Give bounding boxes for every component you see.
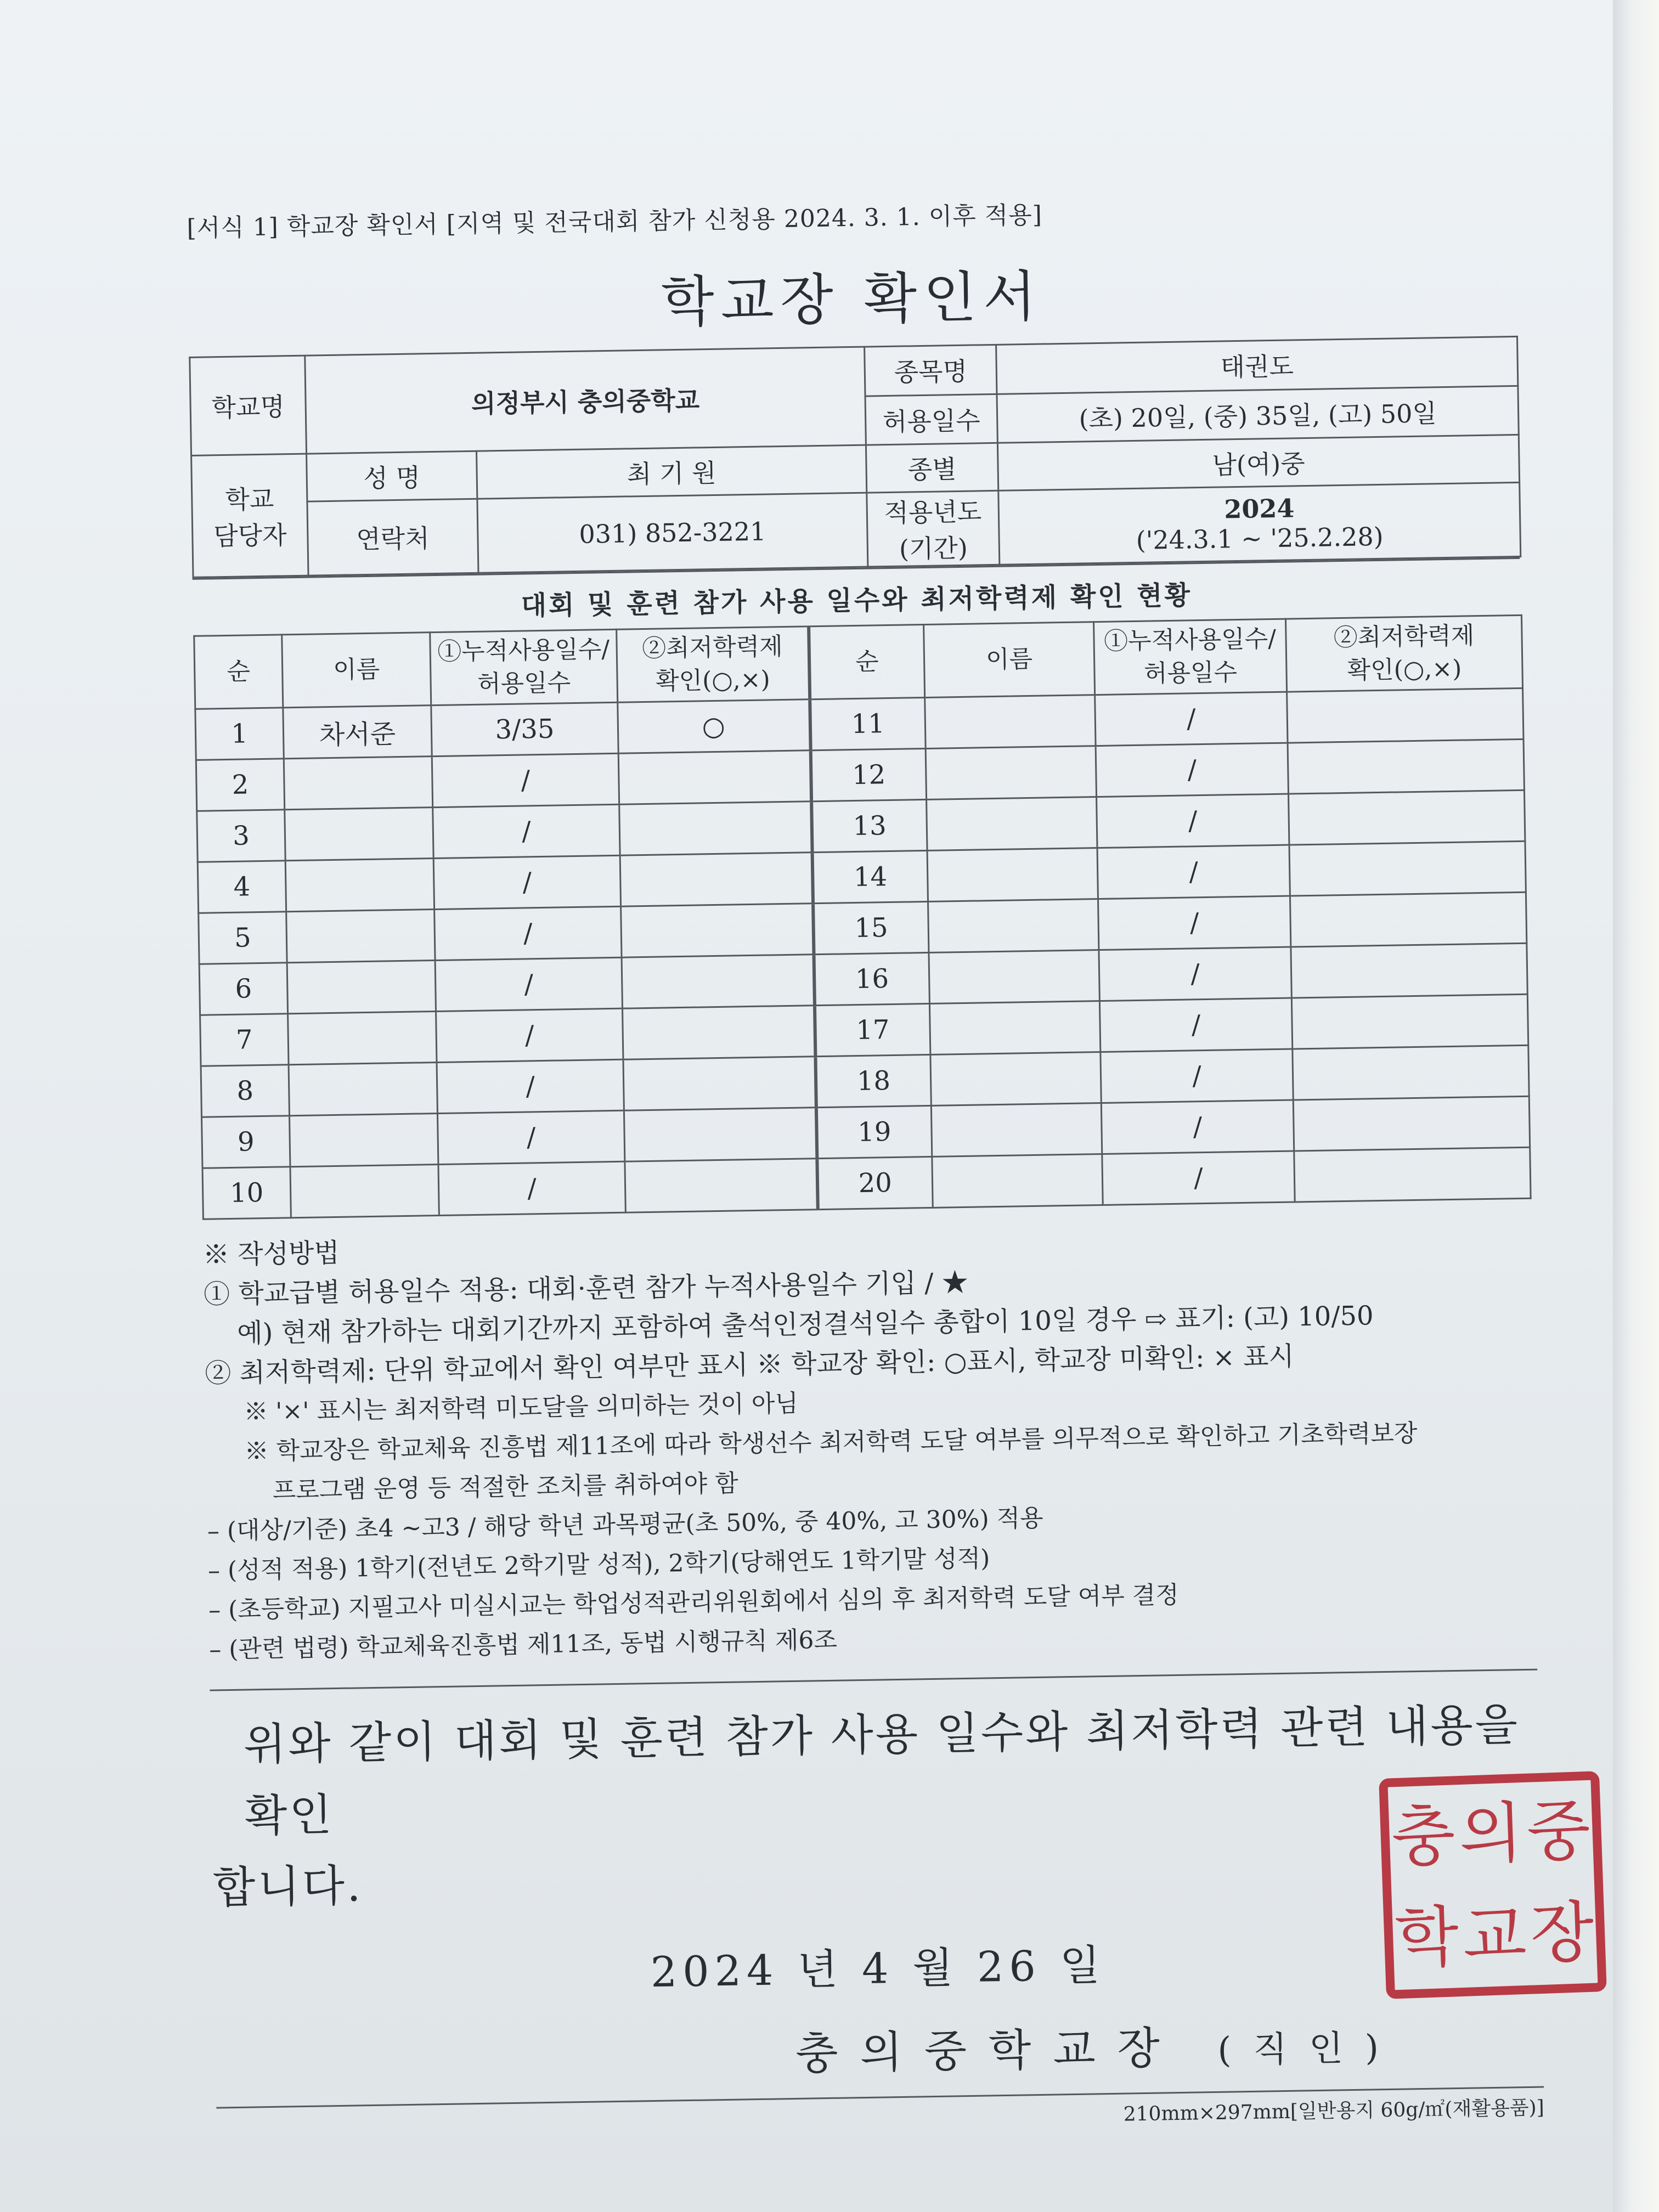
gender-value: 남(여)중 [997, 435, 1519, 490]
row-no: 2 [196, 759, 284, 811]
paper-spec: 210mm×297mm[일반용지 60g/㎡(재활용품)] [216, 2086, 1544, 2141]
row-no: 1 [195, 708, 284, 760]
allowed-days-value: (초) 20일, (중) 35일, (고) 50일 [997, 386, 1519, 443]
col-name-right: 이름 [924, 622, 1095, 698]
seal-char: 의 [1458, 1795, 1525, 1874]
row-no: 9 [202, 1116, 290, 1169]
row-name [286, 910, 435, 963]
row-days: / [433, 855, 620, 909]
row-check [623, 1057, 816, 1110]
school-info-table [189, 336, 1521, 578]
col-check-line2: 확인(○,×) [655, 665, 771, 696]
row-name [288, 1012, 437, 1065]
row-days: / [1098, 896, 1290, 950]
principal-title: 충의중학교장 [795, 2022, 1182, 2079]
row-no: 18 [815, 1054, 931, 1107]
year-label-line2: (기간) [899, 533, 968, 564]
row-no: 5 [199, 912, 287, 964]
row-check [621, 904, 814, 957]
row-check [1287, 688, 1523, 743]
detail-grades: – (성적 적용) 1학기(전년도 2학기말 성적), 2학기(당해연도 1학기말 성적) [207, 1544, 990, 1585]
name-label: 성 명 [307, 451, 477, 501]
row-days: / [1099, 998, 1292, 1052]
detail-law: – (관련 법령) 학교체육진흥법 제11조, 동법 시행규칙 제6조 [208, 1626, 838, 1664]
detail-elementary: – (초등학교) 지필고사 미실시교는 학업성적관리위원회에서 심의 후 최저학력 도달 여부 결정 [208, 1581, 1180, 1624]
row-check [620, 853, 812, 906]
col-days-right-line1: ①누적사용일수/ [1103, 624, 1277, 656]
row-days: / [1099, 947, 1291, 1001]
row-check [622, 955, 814, 1008]
row-no: 13 [811, 799, 927, 852]
row-check [619, 802, 812, 855]
seal-char: 교 [1461, 1896, 1528, 1975]
row-name [289, 1114, 438, 1167]
row-check [1291, 994, 1528, 1049]
year-value: 2024 [1223, 493, 1295, 524]
name-value: 최 기 원 [477, 445, 867, 499]
col-check [617, 627, 810, 702]
row-name [287, 961, 436, 1014]
row-no: 12 [810, 748, 926, 801]
row-check [1289, 790, 1525, 845]
instructions-heading: ※ 작성방법 [202, 1237, 340, 1271]
row-no: 10 [202, 1167, 291, 1220]
row-name [285, 859, 434, 912]
col-check-right-line2: 확인(○,×) [1347, 654, 1462, 685]
row-days: / [435, 957, 622, 1011]
row-no: 19 [816, 1105, 932, 1158]
row-days: / [1095, 692, 1288, 746]
row-check [625, 1159, 817, 1212]
row-name [290, 1165, 439, 1218]
row-check [1293, 1045, 1529, 1100]
row-no: 20 [817, 1156, 933, 1209]
row-days: / [1102, 1151, 1295, 1205]
phone-value: 031) 852-3221 [477, 493, 868, 573]
phone-label: 연락처 [307, 499, 478, 575]
row-no: 8 [201, 1065, 289, 1118]
row-check [1288, 739, 1524, 794]
col-check-right [1285, 615, 1522, 692]
row-name [926, 746, 1096, 800]
row-days: / [1096, 743, 1288, 797]
issue-date: 2024 년 4 월 26 일 [650, 1940, 1106, 1997]
school-label: 학교명 [190, 356, 307, 455]
row-days: / [437, 1110, 624, 1164]
contact-label-line1: 학교 [224, 484, 274, 515]
col-days-line1: ①누적사용일수/ [437, 635, 610, 666]
row-check [623, 1006, 815, 1059]
row-no: 4 [198, 861, 286, 913]
row-days: / [437, 1059, 624, 1113]
period-value: ('24.3.1 ~ '25.2.28) [1136, 521, 1384, 555]
row-days: / [1101, 1049, 1293, 1103]
col-days [430, 629, 618, 705]
row-days: 3/35 [431, 702, 618, 756]
year-label-line1: 적용년도 [884, 496, 982, 528]
row-no: 16 [814, 952, 929, 1005]
paper-edge [1613, 0, 1659, 2212]
col-days-right [1094, 619, 1287, 695]
event-value: 태권도 [996, 336, 1518, 393]
col-days-line2: 허용일수 [477, 669, 571, 698]
confirmation-form [187, 188, 1544, 2141]
school-name: 의정부시 충의중학교 [305, 347, 866, 454]
seal-char: 충 [1390, 1797, 1457, 1876]
detail-target: – (대상/기준) 초4 ~고3 / 해당 학년 과목평균(초 50%, 중 40%, 고 30%) 적용 [207, 1504, 1044, 1545]
allowed-days-label: 허용일수 [865, 394, 997, 445]
row-check [618, 751, 811, 804]
roster-title: 대회 및 훈련 참가 사용 일수와 최저학력제 확인 현황 [193, 557, 1521, 635]
row-name [931, 1103, 1102, 1157]
contact-person-label [191, 454, 308, 577]
row-check [1293, 1096, 1530, 1151]
year-label [867, 490, 1000, 567]
seal-char: 학 [1393, 1898, 1460, 1977]
instruction-2-note-2: ※ 학교장은 학교체육 진흥법 제11조에 따라 학생선수 최저학력 도달 여부를 의무적으로 확인하고 기초학력보장 [244, 1419, 1418, 1466]
document-title: 학교장 확인서 [661, 264, 1043, 335]
row-name [930, 1052, 1101, 1106]
row-days: / [436, 1008, 623, 1062]
row-no: 15 [813, 901, 929, 954]
row-no: 14 [812, 850, 928, 903]
row-check [1289, 841, 1526, 896]
row-name [927, 797, 1097, 851]
gender-label: 종별 [866, 443, 998, 493]
col-check-line1: ②최저학력제 [641, 633, 783, 663]
row-no: 6 [199, 963, 287, 1015]
row-no: 17 [814, 1003, 930, 1056]
row-days: / [1097, 794, 1289, 848]
row-days: / [1097, 845, 1290, 899]
row-days: / [435, 906, 622, 960]
instructions [202, 1215, 1537, 1670]
instruction-1: ① 학교급별 허용일수 적용: 대회·훈련 참가 누적사용일수 기입 / ★ [203, 1267, 969, 1310]
row-days: / [438, 1161, 625, 1215]
row-check: ○ [618, 699, 810, 753]
year-value-cell [998, 482, 1521, 565]
row-name [927, 848, 1098, 902]
instruction-2: ② 최저학력제: 단위 학교에서 확인 여부만 표시 ※ 학교장 확인: ○표시, 학교장 미확인: × 표시 [204, 1341, 1295, 1389]
row-name [928, 899, 1099, 953]
confirmation-line-2: 합니다. [212, 1860, 364, 1914]
roster-table [193, 614, 1531, 1220]
col-no-right: 순 [809, 624, 925, 699]
row-check [624, 1108, 816, 1161]
row-no: 11 [810, 697, 926, 750]
confirmation-statement [210, 1689, 1541, 1924]
row-name [925, 695, 1096, 749]
row-name: 차서준 [283, 706, 432, 759]
seal-char: 중 [1525, 1792, 1592, 1871]
row-name [929, 950, 1099, 1004]
instruction-2-note-2-cont: 프로그램 운영 등 적절한 조치를 취하여야 함 [272, 1469, 739, 1505]
contact-label-line2: 담당자 [213, 520, 287, 551]
col-days-right-line2: 허용일수 [1143, 658, 1238, 688]
divider [210, 1669, 1537, 1691]
row-name [284, 757, 432, 810]
col-name: 이름 [282, 633, 431, 708]
row-days: / [433, 804, 620, 858]
row-name [285, 808, 433, 861]
confirmation-line-1: 위와 같이 대회 및 훈련 참가 사용 일수와 최저학력 관련 내용을 확인 [243, 1699, 1520, 1842]
principal-signature [215, 2007, 1544, 2091]
row-check [1294, 1147, 1531, 1202]
seal-char: 장 [1529, 1894, 1595, 1973]
row-name [932, 1154, 1103, 1208]
form-caption: [서식 1] 학교장 확인서 [지역 및 전국대회 참가 신청용 2024. 3. 1. 이후 적용] [187, 201, 1043, 242]
row-check [1290, 892, 1526, 947]
event-label: 종목명 [865, 345, 997, 396]
instruction-2-note-1: ※ '×' 표시는 최저학력 미도달을 의미하는 것이 아님 [244, 1389, 799, 1426]
row-days: / [432, 753, 619, 807]
row-name [289, 1063, 437, 1116]
instruction-1-example: 예) 현재 참가하는 대회기간까지 포함하여 출석인정결석일수 총합이 10일 경우 ⇨ 표기: (고) 10/50 [236, 1300, 1374, 1349]
row-no: 7 [200, 1014, 289, 1066]
official-seal [1379, 1771, 1607, 1999]
row-days: / [1101, 1100, 1294, 1154]
row-no: 3 [197, 810, 285, 862]
row-check [1291, 943, 1527, 998]
col-no: 순 [194, 635, 283, 709]
seal-mark: (직인) [1217, 2027, 1401, 2071]
col-check-right-line1: ②최저학력제 [1333, 622, 1475, 652]
row-name [929, 1001, 1100, 1055]
